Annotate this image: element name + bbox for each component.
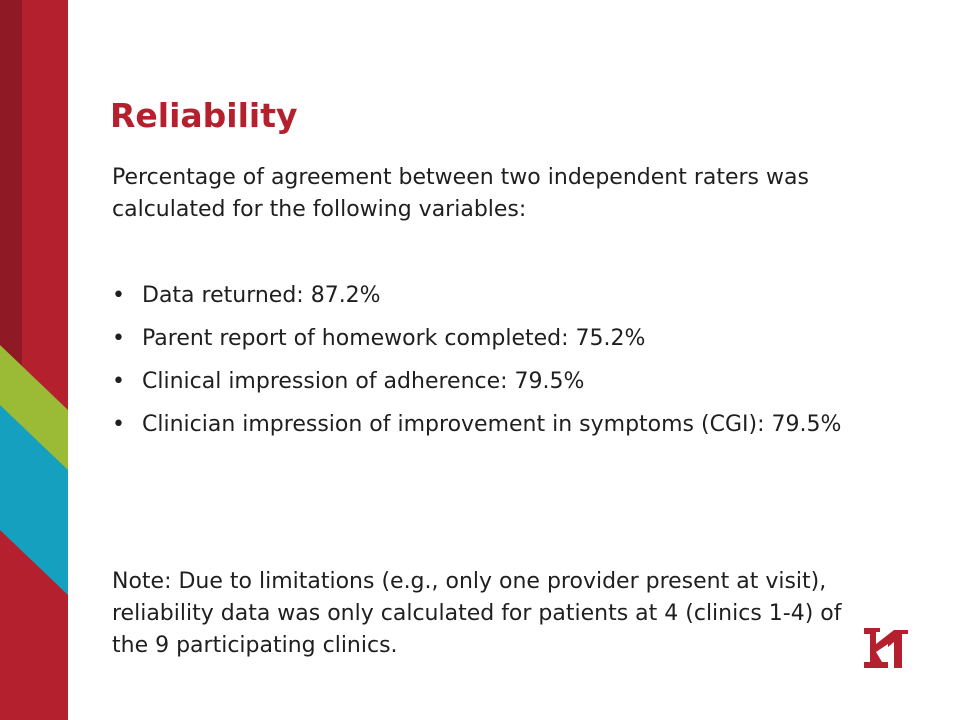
list-item	[112, 409, 902, 441]
list-item-text: Data returned: 87.2%	[142, 283, 381, 308]
list-item-text: Parent report of homework completed: 75.2%	[142, 326, 646, 351]
list-item-text: Clinician impression of improvement in symptoms (CGI): 79.5%	[142, 412, 842, 437]
note-text: Note: Due to limitations (e.g., only one provider present at visit), reliability data was only calculated for patients at 4 (clinics 1-4) of the 9 participating clinics.	[112, 569, 842, 658]
bullet-icon: •	[112, 283, 125, 308]
list-item	[112, 366, 902, 398]
bullet-icon: •	[112, 326, 125, 351]
list-item	[112, 323, 902, 355]
list-item-text: Clinical impression of adherence: 79.5%	[142, 369, 585, 394]
decorative-side-band	[0, 0, 68, 720]
intro-text: Percentage of agreement between two independent raters was calculated for the following variables:	[112, 165, 809, 222]
bullet-icon: •	[112, 369, 125, 394]
bullet-icon: •	[112, 412, 125, 437]
list-item	[112, 280, 902, 312]
university-n-logo-icon	[862, 622, 914, 674]
variables-list	[112, 280, 902, 452]
slide-title: Reliability	[110, 96, 298, 135]
